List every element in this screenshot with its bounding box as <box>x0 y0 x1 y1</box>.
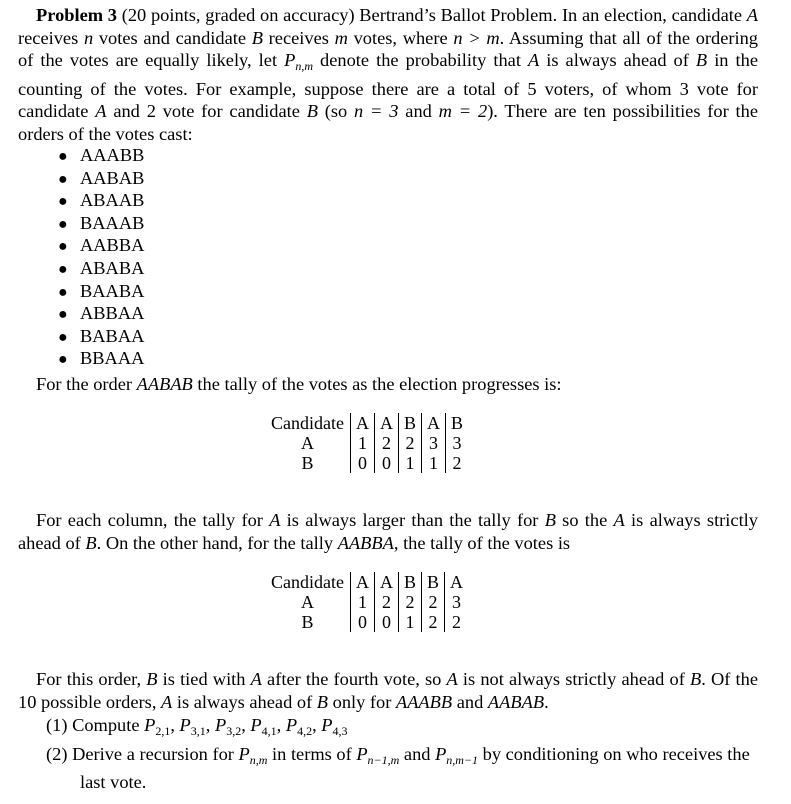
bullet-icon: ● <box>58 306 68 324</box>
question-list <box>46 714 758 794</box>
table-row: B 0 0 1 2 2 <box>266 612 468 632</box>
list-item: ● AABAB <box>58 167 144 190</box>
table-row: A 1 2 2 2 3 <box>266 592 468 612</box>
bullet-icon: ● <box>58 193 68 211</box>
table-row: Candidate A A B A B <box>266 413 468 433</box>
orders-list <box>58 144 144 370</box>
list-item: ● BAABA <box>58 280 144 303</box>
list-item: ● ABBAA <box>58 302 144 325</box>
table-row: A 1 2 2 3 3 <box>266 433 468 453</box>
tally-table-aabba <box>266 572 468 632</box>
bullet-icon: ● <box>58 170 68 188</box>
bullet-icon: ● <box>58 351 68 369</box>
question-2: (2) Derive a recursion for $P_{n,m}$ in terms of $P_{n-1,m}$ and $P_{n,m-1}$ by conditioning on who receives the last vote. <box>46 743 750 793</box>
tie-explanation: For this order, B is tied with A after the fourth vote, so A is not always strictly ahead of B. Of the 10 possible orders, A is always ahead of B only for AAABB and AABAB. <box>18 669 759 712</box>
list-item: ● BAAAB <box>58 212 144 235</box>
table-row: Candidate A A B B A <box>266 572 468 592</box>
bullet-icon: ● <box>58 215 68 233</box>
question-1: (1) Compute $P_{2,1}$, $P_{3,1}$, $P_{3,2}$, $P_{4,1}$, $P_{4,2}$, $P_{4,3}$ <box>46 715 348 738</box>
bullet-icon: ● <box>58 328 68 346</box>
problem-intro: Problem 3 (20 points, graded on accuracy) Bertrand’s Ballot Problem. In an election, candidate A receives n votes and candidate B receives m votes, where n > m. Assuming that all of the ordering of the votes are equally likely, let $P_{n,m}$ denote the probability that A is always ahead of B in the counting of the votes. For example, suppose there are a total of 5 voters, of whom 3 vote for candidate A and 2 vote for candidate B (so n = 3 and m = 2). There are ten possibilities for the orders of the votes cast: <box>18 5 759 144</box>
bullet-icon: ● <box>58 283 68 301</box>
problem-heading: Problem 3 <box>36 5 117 25</box>
table-row: B 0 0 1 1 2 <box>266 453 468 473</box>
list-item: ● ABABA <box>58 257 144 280</box>
bullet-icon: ● <box>58 238 68 256</box>
bullet-icon: ● <box>58 260 68 278</box>
tally-intro: For the order AABAB the tally of the votes as the election progresses is: <box>36 374 562 394</box>
list-item: ● ABAAB <box>58 189 144 212</box>
list-item: ● AAABB <box>58 144 144 167</box>
list-item: ● BBAAA <box>58 347 144 370</box>
tally-explanation: For each column, the tally for A is always larger than the tally for B so the A is always strictly ahead of B. On the other hand, for the tally AABBA, the tally of the votes is <box>18 510 758 553</box>
list-item: ● BABAA <box>58 325 144 348</box>
tally-table-aabab <box>266 413 468 473</box>
bullet-icon: ● <box>58 148 68 165</box>
list-item: ● AABBA <box>58 234 144 257</box>
